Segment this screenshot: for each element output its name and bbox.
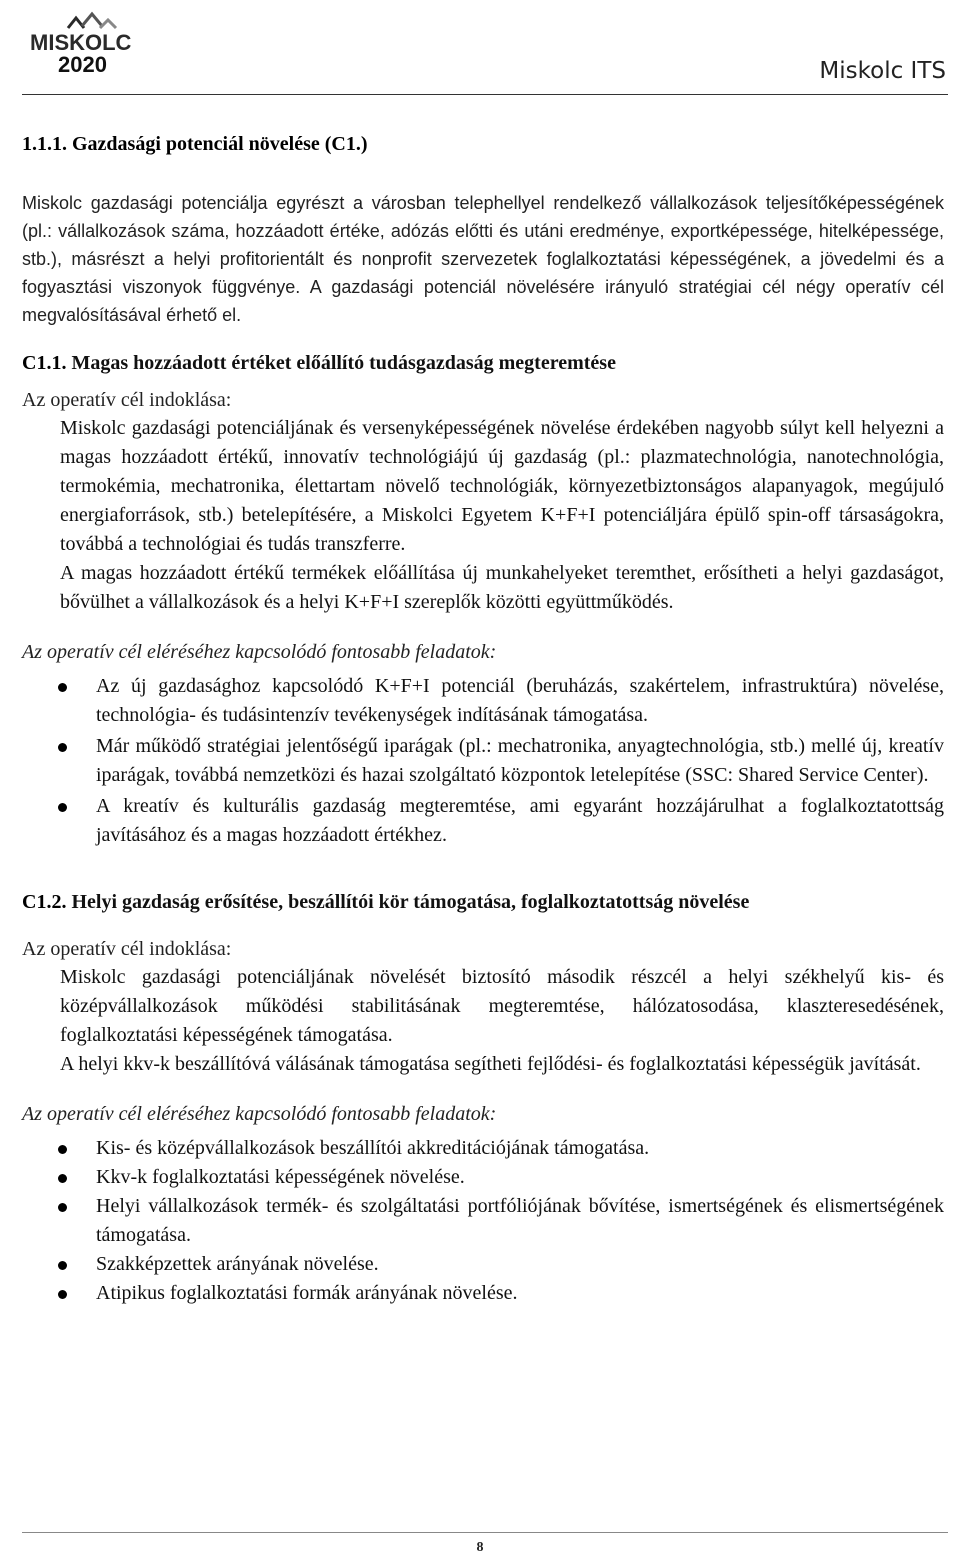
c12-paragraph-2: A helyi kkv-k beszállítóvá válásának támogatása segítheti fejlődési- és foglalkoztatási képességük javítását. (60, 1053, 921, 1075)
header-divider (22, 94, 948, 95)
list-item-text: Szakképzettek arányának növelése. (96, 1253, 379, 1275)
document-title: Miskolc ITS (819, 58, 946, 84)
list-item (22, 1279, 944, 1308)
page-content (22, 132, 944, 1308)
miskolc-2020-logo (28, 10, 148, 80)
section-intro (22, 189, 944, 329)
c12-justification-label: Az operatív cél indoklása: (22, 938, 232, 960)
list-item-text: Kkv-k foglalkoztatási képességének növelése. (96, 1166, 465, 1188)
list-item (22, 732, 944, 790)
c11-title: Magas hozzáadott értéket előállító tudásgazdaság megteremtése (71, 352, 616, 374)
bullet-icon (58, 803, 67, 812)
c11-number: C1.1. (22, 352, 67, 374)
footer-divider (22, 1532, 948, 1533)
c11-tasks-label: Az operatív cél eléréséhez kapcsolódó fontosabb feladatok: (22, 641, 497, 663)
list-item-text: Kis- és középvállalkozások beszállítói akkreditációjának támogatása. (96, 1137, 650, 1159)
list-item-text: Atipikus foglalkoztatási formák arányának növelése. (96, 1282, 518, 1304)
list-item (22, 672, 944, 730)
list-item-text: Már működő stratégiai jelentőségű iparágak (pl.: mechatronika, anyagtechnológia, stb.) mellé új, kreatív iparágak, továbbá nemzetközi és hazai szolgáltató központok letelepítése (SSC: Shared Service Center). (96, 735, 944, 786)
list-item-text: Az új gazdasághoz kapcsolódó K+F+I potenciál (beruházás, szakértelem, infrastruktúra) növelése, technológia- és tudásintenzív tevékenységek indításának támogatása. (96, 675, 944, 726)
bullet-icon (58, 1174, 67, 1183)
bullet-icon (58, 1203, 67, 1212)
c12-justification (60, 963, 944, 1079)
c12-heading (22, 890, 944, 914)
c11-paragraph-1: Miskolc gazdasági potenciáljának és versenyképességének növelése érdekében nagyobb súlyt kell helyezni a magas hozzáadott értékű, innovatív technológiájú új gazdaság (pl.: plazmatechnológia, nanotechnológia, termokémia, mechatronika, élettartam növelő technológiák, környezetbiztonságos alapanyagok, megújuló energiaforrások, stb.) betelepítésére, a Miskolci Egyetem K+F+I potenciáljára épülő spin-off társaságokra, továbbá a technológiai és tudás transzferre. (60, 417, 944, 555)
page-number: 8 (476, 1540, 484, 1555)
list-item-text: A kreatív és kulturális gazdaság megteremtése, ami egyaránt hozzájárulhat a foglalkoztatottság javításához és a magas hozzáadott értékhez. (96, 795, 944, 846)
section-heading: 1.1.1. Gazdasági potenciál növelése (C1.) (22, 133, 368, 155)
list-item (22, 1250, 944, 1279)
list-item-text: Helyi vállalkozások termék- és szolgáltatási portfóliójának bővítése, ismertségének és elismertségének támogatása. (96, 1195, 944, 1246)
c12-tasks-label: Az operatív cél eléréséhez kapcsolódó fontosabb feladatok: (22, 1103, 497, 1125)
c11-heading (22, 351, 944, 375)
logo-year: 2020 (58, 52, 107, 77)
bullet-icon (58, 683, 67, 692)
bullet-icon (58, 1290, 67, 1299)
c11-justification (60, 414, 944, 617)
list-item (22, 792, 944, 850)
logo-text: MISKOLC (30, 30, 132, 55)
list-item (22, 1192, 944, 1250)
bullet-icon (58, 743, 67, 752)
c11-paragraph-2: A magas hozzáadott értékű termékek előállítása új munkahelyeket teremthet, erősítheti a helyi gazdaságot, bővülhet a vállalkozások és a helyi K+F+I szereplők közötti együttműködés. (60, 562, 944, 613)
logo-graphic (28, 10, 148, 80)
list-item (22, 1134, 944, 1163)
intro-paragraph: Miskolc gazdasági potenciálja egyrészt a városban telephellyel rendelkező vállalkozások teljesítőképességének (pl.: vállalkozások száma, hozzáadott értéke, adózás előtti és utáni eredménye, exportképessége, hitelképessége, stb.), másrészt a helyi profitorientált és nonprofit szervezetek foglalkoztatási képességének, a jövedelmi és a fogyasztási viszonyok függvénye. A gazdasági potenciál növelésére irányuló stratégiai cél négy operatív cél megvalósításával érhető el. (22, 193, 944, 325)
c12-task-list (22, 1134, 944, 1308)
list-item (22, 1163, 944, 1192)
bullet-icon (58, 1261, 67, 1270)
c11-task-list (22, 672, 944, 850)
bullet-icon (58, 1145, 67, 1154)
c11-justification-label: Az operatív cél indoklása: (22, 389, 232, 411)
c12-paragraph-1: Miskolc gazdasági potenciáljának növelését biztosító második részcél a helyi székhelyű kis- és középvállalkozások működési stabilitásának megteremtése, hálózatosodása, klaszteresedésének, foglalkoztatási képességének támogatása. (60, 966, 944, 1046)
c12-title: Helyi gazdaság erősítése, beszállítói kör támogatása, foglalkoztatottság növelése (71, 891, 750, 913)
c12-number: C1.2. (22, 891, 67, 913)
